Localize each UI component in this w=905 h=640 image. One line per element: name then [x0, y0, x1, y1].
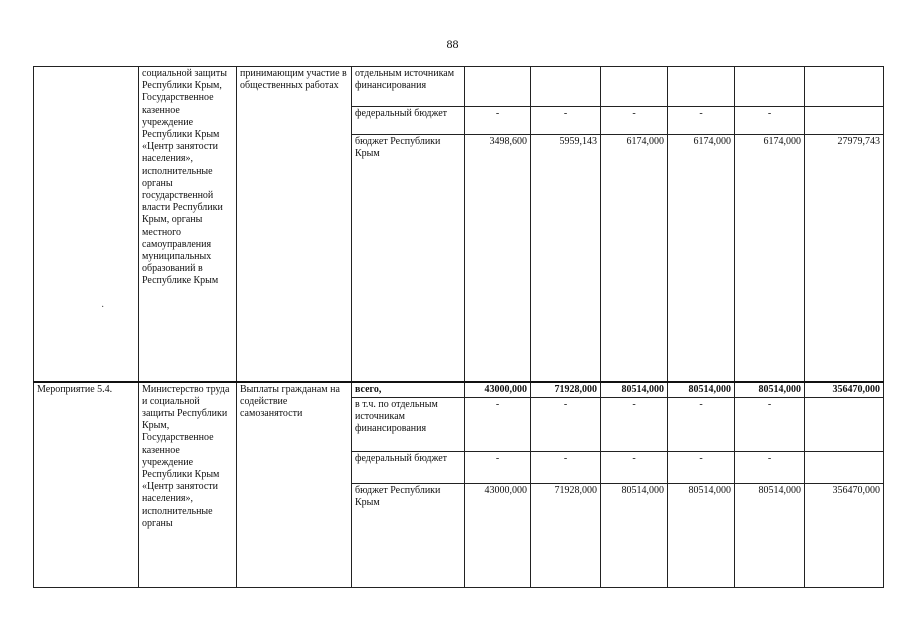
value-cell: 80514,000: [601, 382, 668, 398]
source-cell: федеральный бюджет: [352, 451, 465, 483]
total-cell: [805, 397, 884, 451]
scan-artifact: ·: [101, 302, 105, 313]
event-cell: [34, 67, 139, 382]
source-cell: всего,: [352, 382, 465, 398]
source-cell: бюджет Республики Крым: [352, 135, 465, 382]
value-cell: -: [668, 451, 735, 483]
value-cell: 6174,000: [735, 135, 805, 382]
source-cell: отдельным источникам финансирования: [352, 67, 465, 107]
description-cell: принимающим участие в общественных работах: [237, 67, 352, 382]
value-cell: [668, 67, 735, 107]
value-cell: -: [465, 397, 531, 451]
executor-cell: социальной защиты Республики Крым, Государственное казенное учреждение Республики Крым «Центр занятости населения», исполнительные органы государственной власти Республики Крым, органы местного самоуправления муниципальных образований в Республике Крым: [139, 67, 237, 382]
value-cell: -: [735, 107, 805, 135]
source-cell: федеральный бюджет: [352, 107, 465, 135]
total-cell: [805, 67, 884, 107]
value-cell: 71928,000: [531, 483, 601, 587]
value-cell: -: [601, 397, 668, 451]
value-cell: 71928,000: [531, 382, 601, 398]
value-cell: [465, 67, 531, 107]
source-cell: в т.ч. по отдельным источникам финансирования: [352, 397, 465, 451]
value-cell: 80514,000: [668, 382, 735, 398]
value-cell: 5959,143: [531, 135, 601, 382]
table-row: [34, 382, 884, 398]
value-cell: -: [531, 107, 601, 135]
value-cell: -: [668, 107, 735, 135]
value-cell: -: [465, 451, 531, 483]
value-cell: [531, 67, 601, 107]
value-cell: 6174,000: [668, 135, 735, 382]
total-cell: 356470,000: [805, 483, 884, 587]
description-cell: Выплаты гражданам на содействие самозанятости: [237, 382, 352, 588]
value-cell: 3498,600: [465, 135, 531, 382]
total-cell: [805, 451, 884, 483]
value-cell: 80514,000: [735, 483, 805, 587]
value-cell: -: [531, 451, 601, 483]
value-cell: 80514,000: [601, 483, 668, 587]
event-cell: Мероприятие 5.4.: [34, 382, 139, 588]
total-cell: [805, 107, 884, 135]
value-cell: 43000,000: [465, 382, 531, 398]
value-cell: -: [735, 397, 805, 451]
table-row: [34, 67, 884, 107]
value-cell: 6174,000: [601, 135, 668, 382]
value-cell: [735, 67, 805, 107]
value-cell: 80514,000: [668, 483, 735, 587]
value-cell: -: [668, 397, 735, 451]
total-cell: 27979,743: [805, 135, 884, 382]
value-cell: -: [601, 451, 668, 483]
executor-cell: Министерство труда и социальной защиты Республики Крым, Государственное казенное учреждение Республики Крым «Центр занятости населения», исполнительные органы: [139, 382, 237, 588]
financing-table: [33, 66, 884, 588]
value-cell: -: [601, 107, 668, 135]
value-cell: 80514,000: [735, 382, 805, 398]
total-cell: 356470,000: [805, 382, 884, 398]
value-cell: -: [735, 451, 805, 483]
page-number: 88: [446, 37, 459, 51]
value-cell: [601, 67, 668, 107]
source-cell: бюджет Республики Крым: [352, 483, 465, 587]
value-cell: 43000,000: [465, 483, 531, 587]
value-cell: -: [531, 397, 601, 451]
value-cell: -: [465, 107, 531, 135]
